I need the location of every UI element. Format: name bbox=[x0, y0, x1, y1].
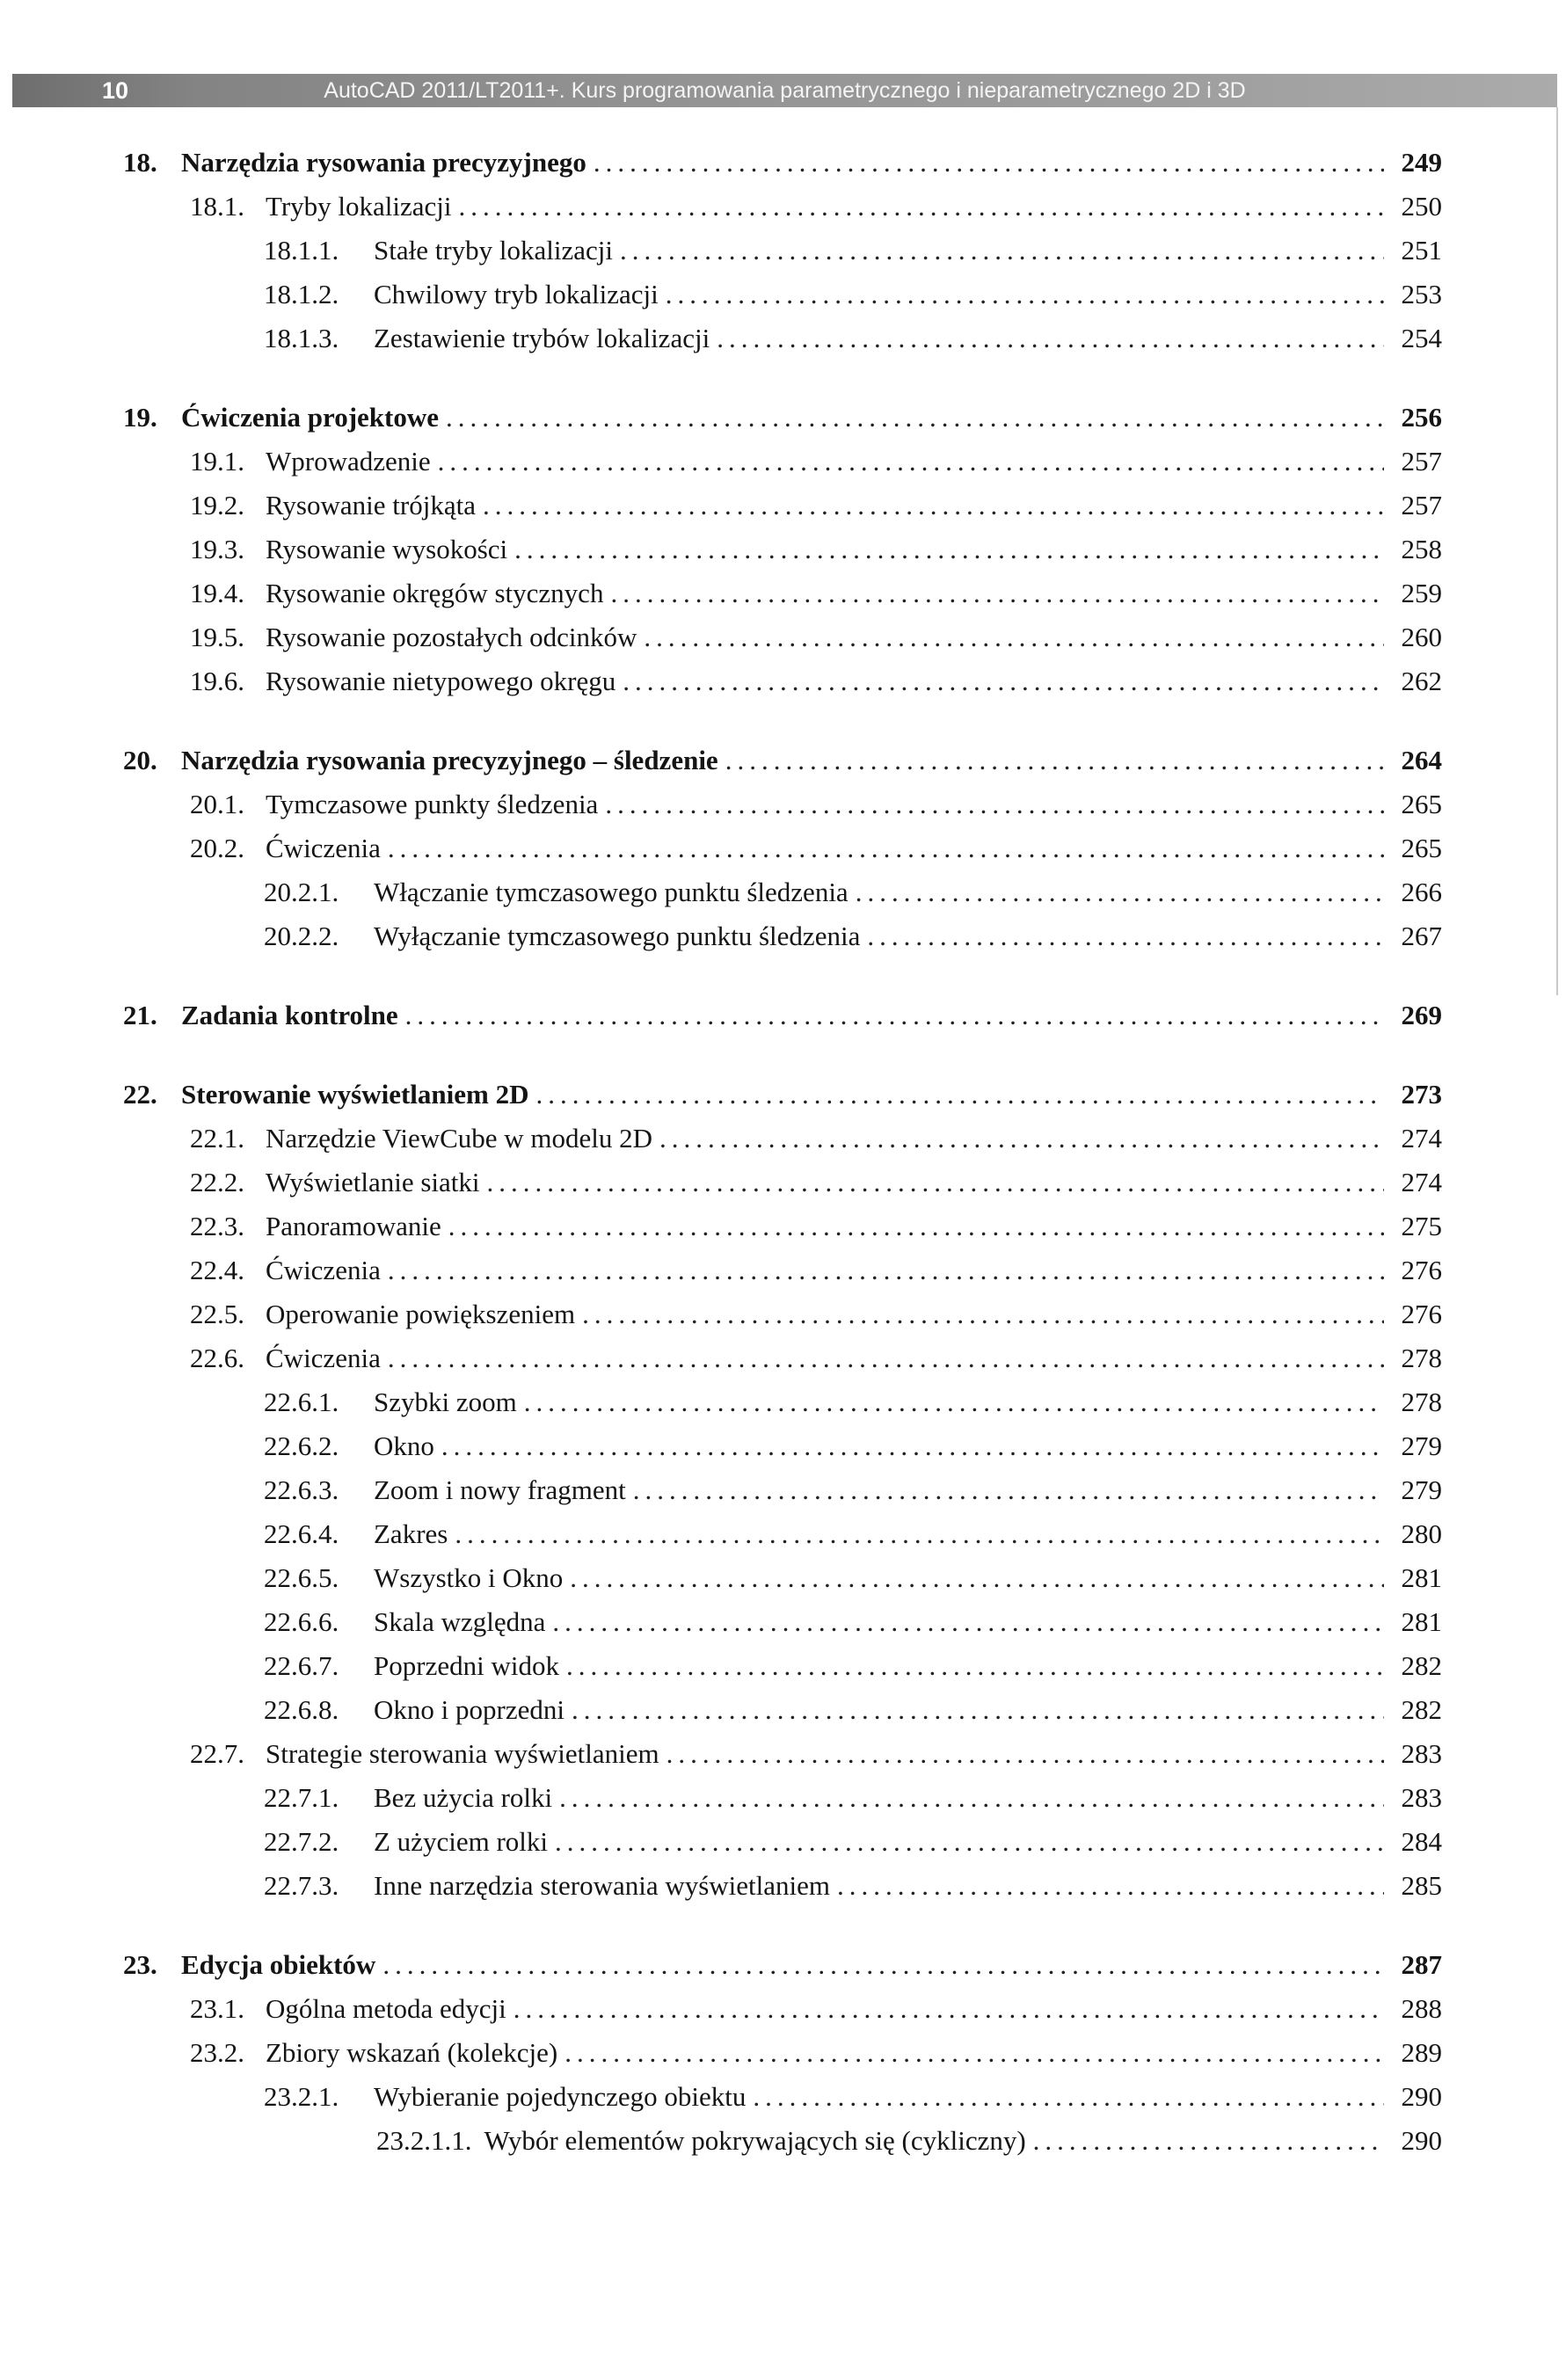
toc-leader-dots bbox=[856, 870, 1384, 914]
toc-number: 22.4. bbox=[190, 1255, 244, 1285]
toc-number: 21. bbox=[123, 1000, 157, 1030]
toc-number: 20.1. bbox=[190, 789, 244, 819]
toc-title: Zadania kontrolne bbox=[181, 1000, 398, 1030]
toc-number: 19.3. bbox=[190, 534, 244, 564]
toc-entry bbox=[123, 571, 1442, 615]
toc-entry bbox=[123, 484, 1442, 528]
toc-page-number: 278 bbox=[1401, 1387, 1442, 1417]
toc-number: 19. bbox=[123, 402, 157, 433]
toc-page-number: 260 bbox=[1401, 622, 1442, 652]
toc-entry bbox=[123, 870, 1442, 914]
toc-entry bbox=[123, 2031, 1442, 2075]
toc-page-number: 275 bbox=[1401, 1211, 1442, 1241]
toc-page-number: 273 bbox=[1401, 1079, 1442, 1110]
toc-title: Zbiory wskazań (kolekcje) bbox=[266, 2037, 558, 2068]
toc-leader-dots bbox=[459, 185, 1384, 229]
toc-title: Skala względna bbox=[374, 1606, 546, 1637]
toc-entry bbox=[123, 1117, 1442, 1161]
toc-leader-dots bbox=[487, 1161, 1385, 1205]
toc-title: Wprowadzenie bbox=[266, 446, 431, 477]
toc-page-number: 282 bbox=[1401, 1694, 1442, 1725]
toc-entry bbox=[123, 1864, 1442, 1908]
toc-number: 22.7.3. bbox=[264, 1870, 339, 1901]
toc-page-number: 279 bbox=[1401, 1430, 1442, 1461]
toc-list bbox=[123, 141, 1442, 2163]
toc-leader-dots bbox=[605, 782, 1384, 826]
toc-page-number: 281 bbox=[1401, 1606, 1442, 1637]
toc-entry bbox=[123, 1600, 1442, 1644]
toc-title: Wyświetlanie siatki bbox=[266, 1167, 480, 1197]
toc-entry bbox=[123, 826, 1442, 870]
toc-page-number: 256 bbox=[1401, 402, 1442, 433]
running-header-title: AutoCAD 2011/LT2011+. Kurs programowania parametrycznego i nieparametrycznego 2D i 3D bbox=[324, 78, 1246, 103]
toc-number: 23.1. bbox=[190, 1993, 244, 2024]
toc-title: Tymczasowe punkty śledzenia bbox=[266, 789, 599, 819]
toc-leader-dots bbox=[405, 993, 1384, 1037]
toc-title: Ćwiczenia bbox=[266, 1343, 381, 1373]
toc-page-number: 258 bbox=[1401, 534, 1442, 564]
toc-page-number: 259 bbox=[1401, 578, 1442, 608]
toc-leader-dots bbox=[633, 1468, 1384, 1512]
toc-entry bbox=[123, 739, 1442, 782]
toc-title: Okno i poprzedni bbox=[374, 1694, 564, 1725]
toc-title: Rysowanie wysokości bbox=[266, 534, 508, 564]
toc-page-number: 289 bbox=[1401, 2037, 1442, 2068]
toc-leader-dots bbox=[514, 528, 1384, 571]
toc-title: Zakres bbox=[374, 1518, 448, 1549]
toc-title: Wszystko i Okno bbox=[374, 1562, 564, 1593]
toc-number: 18.1. bbox=[190, 191, 244, 222]
toc-page-number: 287 bbox=[1401, 1949, 1442, 1980]
toc-page-number: 274 bbox=[1401, 1167, 1442, 1197]
toc-page-number: 290 bbox=[1401, 2125, 1442, 2156]
toc-leader-dots bbox=[572, 1688, 1384, 1732]
toc-entry bbox=[123, 1987, 1442, 2031]
toc-leader-dots bbox=[644, 615, 1384, 659]
toc-page-number: 274 bbox=[1401, 1123, 1442, 1154]
toc-title: Ćwiczenia bbox=[266, 1255, 381, 1285]
toc-title: Wybieranie pojedynczego obiektu bbox=[374, 2081, 747, 2112]
toc-title: Poprzedni widok bbox=[374, 1650, 559, 1681]
toc-page-number: 264 bbox=[1401, 745, 1442, 775]
toc-leader-dots bbox=[438, 440, 1384, 484]
toc-page-number: 285 bbox=[1401, 1870, 1442, 1901]
toc-leader-dots bbox=[441, 1424, 1384, 1468]
toc-entry bbox=[123, 273, 1442, 317]
toc-title: Tryby lokalizacji bbox=[266, 191, 452, 222]
toc-number: 22.6.2. bbox=[264, 1430, 339, 1461]
toc-title: Ćwiczenia projektowe bbox=[181, 402, 440, 433]
toc-number: 20.2.1. bbox=[264, 877, 339, 907]
toc-entry bbox=[123, 1380, 1442, 1424]
toc-title: Rysowanie okręgów stycznych bbox=[266, 578, 604, 608]
toc-entry bbox=[123, 659, 1442, 703]
toc-page-number: 249 bbox=[1401, 147, 1442, 178]
toc-number: 20. bbox=[123, 745, 157, 775]
toc-entry bbox=[123, 1820, 1442, 1864]
toc-entry bbox=[123, 993, 1442, 1037]
toc-leader-dots bbox=[620, 229, 1384, 273]
toc-number: 19.5. bbox=[190, 622, 244, 652]
toc-leader-dots bbox=[455, 1512, 1384, 1556]
toc-title: Wyłączanie tymczasowego punktu śledzenia bbox=[374, 921, 861, 951]
toc-number: 22.2. bbox=[190, 1167, 244, 1197]
toc-page-number: 283 bbox=[1401, 1738, 1442, 1769]
toc-entry bbox=[123, 782, 1442, 826]
toc-title: Edycja obiektów bbox=[181, 1949, 376, 1980]
toc-number: 23.2.1. bbox=[264, 2081, 339, 2112]
toc-leader-dots bbox=[566, 1644, 1384, 1688]
toc-entry bbox=[123, 141, 1442, 185]
toc-title: Zoom i nowy fragment bbox=[374, 1474, 626, 1505]
toc-leader-dots bbox=[867, 914, 1384, 958]
toc-entry bbox=[123, 2119, 1442, 2163]
toc-entry bbox=[123, 615, 1442, 659]
toc-title: Chwilowy tryb lokalizacji bbox=[374, 279, 659, 309]
toc-entry bbox=[123, 396, 1442, 440]
toc-number: 19.2. bbox=[190, 490, 244, 520]
toc-title: Wybór elementów pokrywających się (cykliczny) bbox=[484, 2125, 1026, 2156]
toc-entry bbox=[123, 1732, 1442, 1776]
toc-leader-dots bbox=[382, 1943, 1384, 1987]
toc-entry bbox=[123, 229, 1442, 273]
toc-title: Zestawienie trybów lokalizacji bbox=[374, 323, 710, 353]
toc-entry bbox=[123, 1248, 1442, 1292]
toc-title: Stałe tryby lokalizacji bbox=[374, 235, 614, 266]
toc-title: Narzędzia rysowania precyzyjnego – śledzenie bbox=[181, 745, 718, 775]
toc-number: 22.6.5. bbox=[264, 1562, 339, 1593]
toc-entry bbox=[123, 185, 1442, 229]
toc-page-number: 265 bbox=[1401, 789, 1442, 819]
toc-page-number: 257 bbox=[1401, 490, 1442, 520]
toc-leader-dots bbox=[594, 141, 1384, 185]
toc-page-number: 250 bbox=[1401, 191, 1442, 222]
toc-leader-dots bbox=[388, 826, 1384, 870]
toc-number: 22.3. bbox=[190, 1211, 244, 1241]
toc-title: Rysowanie trójkąta bbox=[266, 490, 476, 520]
toc-leader-dots bbox=[582, 1292, 1384, 1336]
toc-entry bbox=[123, 1205, 1442, 1248]
toc-page-number: 269 bbox=[1401, 1000, 1442, 1030]
toc-page-number: 266 bbox=[1401, 877, 1442, 907]
toc-number: 23.2. bbox=[190, 2037, 244, 2068]
scan-edge-line bbox=[1556, 107, 1558, 995]
toc-entry bbox=[123, 1943, 1442, 1987]
toc-leader-dots bbox=[524, 1380, 1384, 1424]
toc-number: 20.2.2. bbox=[264, 921, 339, 951]
toc-title: Sterowanie wyświetlaniem 2D bbox=[181, 1079, 529, 1110]
toc-title: Włączanie tymczasowego punktu śledzenia bbox=[374, 877, 849, 907]
toc-leader-dots bbox=[448, 1205, 1384, 1248]
toc-title: Ogólna metoda edycji bbox=[266, 1993, 506, 2024]
toc-page-number: 253 bbox=[1401, 279, 1442, 309]
toc-entry bbox=[123, 1512, 1442, 1556]
toc-entry bbox=[123, 317, 1442, 360]
toc-page-number: 281 bbox=[1401, 1562, 1442, 1593]
toc-leader-dots bbox=[483, 484, 1384, 528]
toc-number: 18. bbox=[123, 147, 157, 178]
toc-leader-dots bbox=[559, 1776, 1384, 1820]
toc-page-number: 283 bbox=[1401, 1782, 1442, 1813]
toc-title: Inne narzędzia sterowania wyświetlaniem bbox=[374, 1870, 831, 1901]
toc-leader-dots bbox=[514, 1987, 1384, 2031]
toc-leader-dots bbox=[446, 396, 1384, 440]
toc-leader-dots bbox=[536, 1073, 1385, 1117]
toc-title: Rysowanie nietypowego okręgu bbox=[266, 666, 616, 696]
toc-number: 22.6.6. bbox=[264, 1606, 339, 1637]
toc-leader-dots bbox=[610, 571, 1384, 615]
toc-leader-dots bbox=[570, 1556, 1384, 1600]
toc-number: 18.1.2. bbox=[264, 279, 339, 309]
toc-entry bbox=[123, 1468, 1442, 1512]
toc-page-number: 276 bbox=[1401, 1299, 1442, 1329]
toc-page-number: 290 bbox=[1401, 2081, 1442, 2112]
toc-entry bbox=[123, 1556, 1442, 1600]
toc-title: Bez użycia rolki bbox=[374, 1782, 553, 1813]
toc-page-number: 278 bbox=[1401, 1343, 1442, 1373]
toc-entry bbox=[123, 1292, 1442, 1336]
toc-leader-dots bbox=[837, 1864, 1384, 1908]
toc-entry bbox=[123, 440, 1442, 484]
toc-number: 22.6.7. bbox=[264, 1650, 339, 1681]
toc-number: 22. bbox=[123, 1079, 157, 1110]
toc-title: Strategie sterowania wyświetlaniem bbox=[266, 1738, 659, 1769]
toc-number: 22.7.1. bbox=[264, 1782, 339, 1813]
toc-number: 22.7. bbox=[190, 1738, 244, 1769]
toc-entry bbox=[123, 1644, 1442, 1688]
toc-number: 23.2.1.1. bbox=[376, 2125, 472, 2156]
toc-entry bbox=[123, 2075, 1442, 2119]
toc-number: 22.5. bbox=[190, 1299, 244, 1329]
toc-number: 22.7.2. bbox=[264, 1826, 339, 1857]
toc-entry bbox=[123, 914, 1442, 958]
toc-leader-dots bbox=[753, 2075, 1384, 2119]
toc-entry bbox=[123, 1161, 1442, 1205]
toc-number: 19.6. bbox=[190, 666, 244, 696]
toc-page-number: 276 bbox=[1401, 1255, 1442, 1285]
toc-leader-dots bbox=[725, 739, 1384, 782]
toc-number: 19.4. bbox=[190, 578, 244, 608]
toc-leader-dots bbox=[666, 273, 1384, 317]
toc-title: Z użyciem rolki bbox=[374, 1826, 548, 1857]
toc-title: Operowanie powiększeniem bbox=[266, 1299, 576, 1329]
page-number: 10 bbox=[102, 77, 129, 104]
toc-number: 22.6.3. bbox=[264, 1474, 339, 1505]
toc-leader-dots bbox=[552, 1600, 1384, 1644]
toc-page-number: 262 bbox=[1401, 666, 1442, 696]
toc-number: 18.1.3. bbox=[264, 323, 339, 353]
toc-page-number: 280 bbox=[1401, 1518, 1442, 1549]
toc-page-number: 267 bbox=[1401, 921, 1442, 951]
toc-page-number: 288 bbox=[1401, 1993, 1442, 2024]
toc-number: 18.1.1. bbox=[264, 235, 339, 266]
toc-number: 22.1. bbox=[190, 1123, 244, 1154]
toc-leader-dots bbox=[388, 1336, 1384, 1380]
toc-title: Okno bbox=[374, 1430, 434, 1461]
toc-leader-dots bbox=[659, 1117, 1384, 1161]
toc-title: Narzędzia rysowania precyzyjnego bbox=[181, 147, 586, 178]
toc-entry bbox=[123, 1688, 1442, 1732]
running-header bbox=[12, 74, 1557, 107]
toc-number: 19.1. bbox=[190, 446, 244, 477]
toc-entry bbox=[123, 1336, 1442, 1380]
toc-page-number: 279 bbox=[1401, 1474, 1442, 1505]
toc-number: 20.2. bbox=[190, 833, 244, 863]
toc-entry bbox=[123, 1776, 1442, 1820]
toc-entry bbox=[123, 1424, 1442, 1468]
toc-title: Szybki zoom bbox=[374, 1387, 517, 1417]
toc-title: Rysowanie pozostałych odcinków bbox=[266, 622, 637, 652]
toc-number: 23. bbox=[123, 1949, 157, 1980]
toc-leader-dots bbox=[717, 317, 1384, 360]
toc-leader-dots bbox=[623, 659, 1384, 703]
toc-title: Panoramowanie bbox=[266, 1211, 441, 1241]
toc-page-number: 251 bbox=[1401, 235, 1442, 266]
toc-number: 22.6.4. bbox=[264, 1518, 339, 1549]
toc-page-number: 254 bbox=[1401, 323, 1442, 353]
toc-page-number: 257 bbox=[1401, 446, 1442, 477]
toc-leader-dots bbox=[555, 1820, 1384, 1864]
toc-page-number: 282 bbox=[1401, 1650, 1442, 1681]
toc-leader-dots bbox=[1033, 2119, 1384, 2163]
toc-number: 22.6.8. bbox=[264, 1694, 339, 1725]
toc-number: 22.6. bbox=[190, 1343, 244, 1373]
toc-entry bbox=[123, 528, 1442, 571]
toc-page-number: 265 bbox=[1401, 833, 1442, 863]
toc-leader-dots bbox=[666, 1732, 1384, 1776]
toc-entry bbox=[123, 1073, 1442, 1117]
toc-leader-dots bbox=[564, 2031, 1384, 2075]
toc-number: 22.6.1. bbox=[264, 1387, 339, 1417]
toc-page-number: 284 bbox=[1401, 1826, 1442, 1857]
toc-title: Narzędzie ViewCube w modelu 2D bbox=[266, 1123, 653, 1154]
toc-title: Ćwiczenia bbox=[266, 833, 381, 863]
toc-leader-dots bbox=[388, 1248, 1384, 1292]
